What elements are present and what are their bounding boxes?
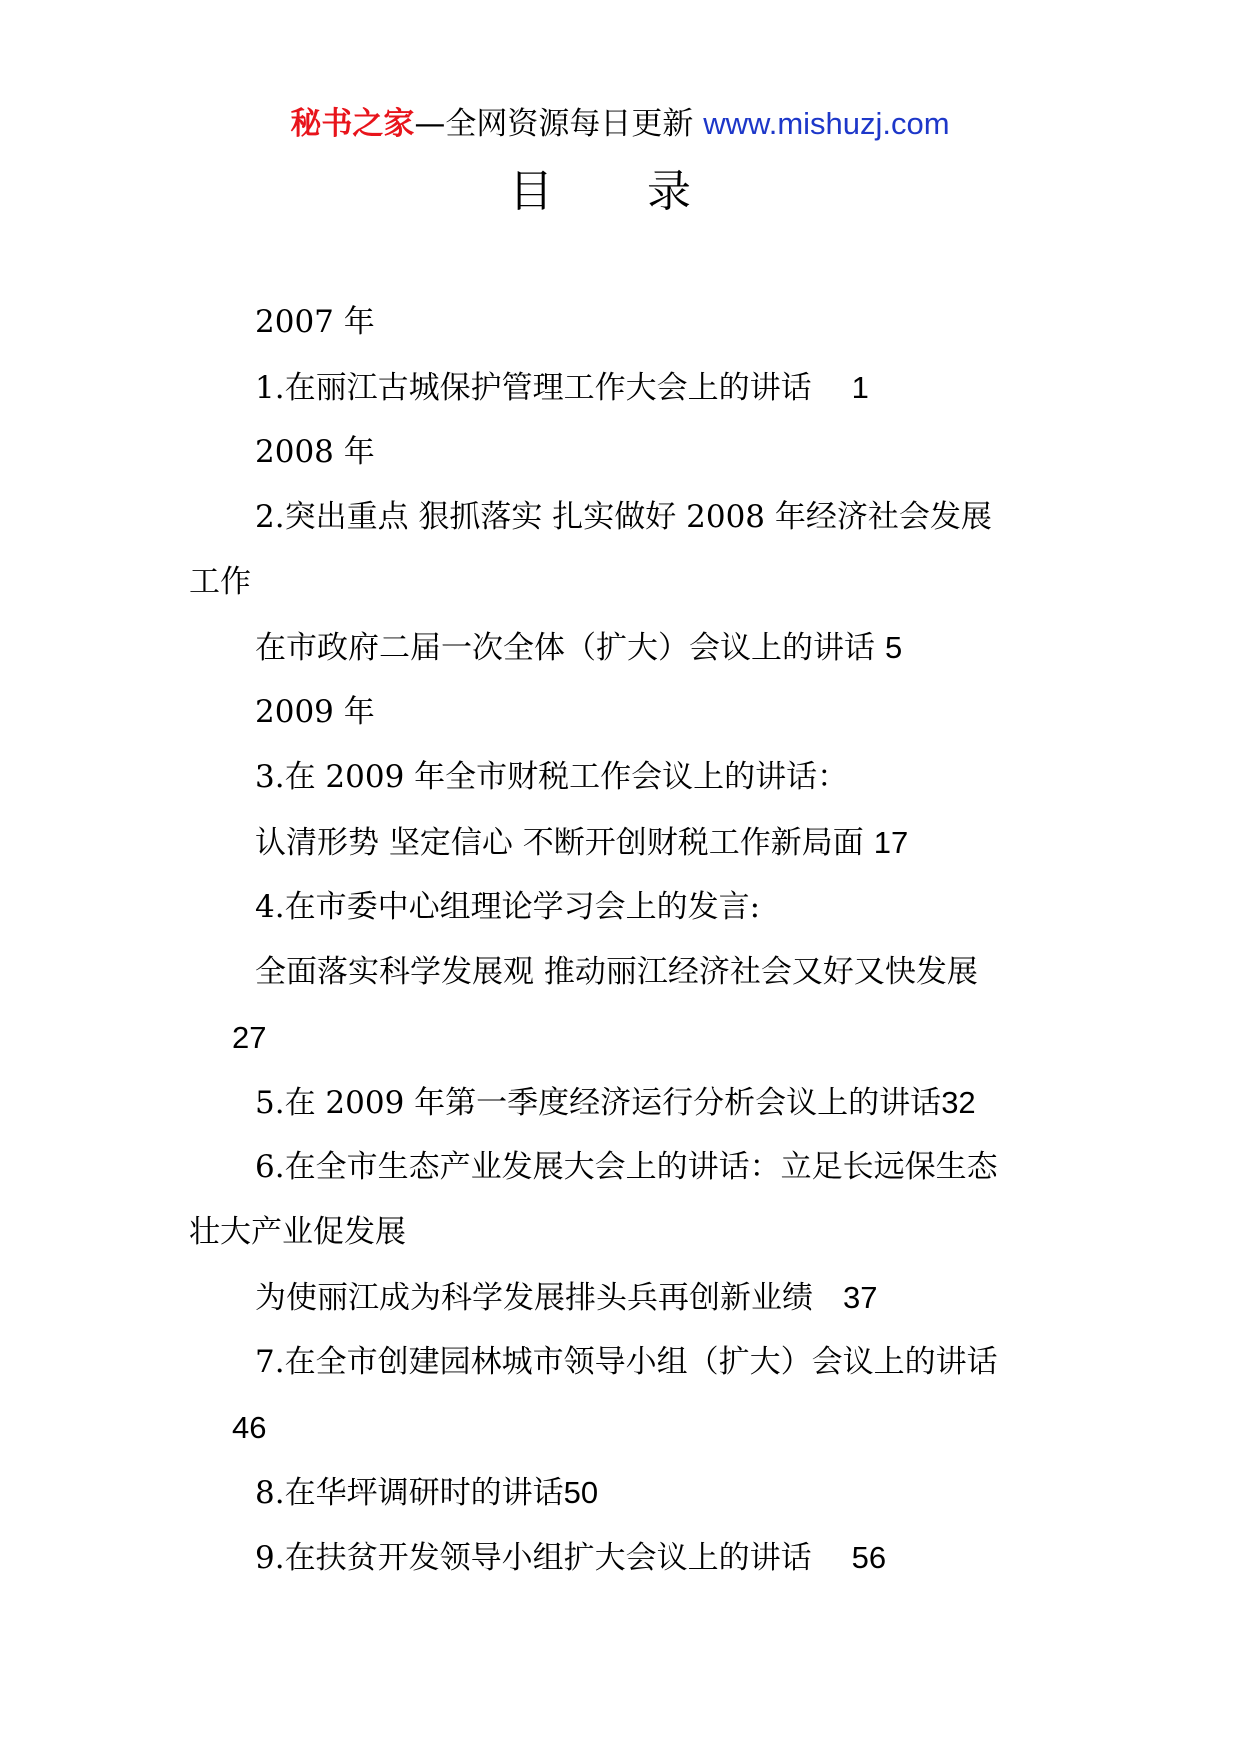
toc-entry-8[interactable]: 8.在华坪调研时的讲话50 bbox=[255, 1475, 599, 1511]
toc-entry-2-sub[interactable]: 在市政府二届一次全体（扩大）会议上的讲话 5 bbox=[255, 630, 903, 666]
toc-entry-4-sub[interactable]: 全面落实科学发展观 推动丽江经济社会又好又快发展 bbox=[255, 954, 978, 990]
toc-page-number: 5 bbox=[885, 630, 903, 665]
toc-entry-5[interactable]: 5.在 2009 年第一季度经济运行分析会议上的讲话32 bbox=[255, 1085, 976, 1121]
toc-entry-9[interactable]: 9.在扶贫开发领导小组扩大会议上的讲话 56 bbox=[255, 1540, 887, 1576]
toc-entry-2[interactable]: 2.突出重点 狠抓落实 扎实做好 2008 年经济社会发展 bbox=[255, 499, 992, 535]
toc-page-number: 17 bbox=[873, 825, 909, 860]
toc-page-number: 50 bbox=[563, 1475, 599, 1510]
toc-page-number: 56 bbox=[851, 1540, 887, 1575]
toc-entry-3[interactable]: 3.在 2009 年全市财税工作会议上的讲话： bbox=[255, 759, 849, 795]
brand-name: 秘书之家 bbox=[290, 106, 415, 142]
header-tagline: —全网资源每日更新 bbox=[414, 106, 694, 142]
toc-entry-6-sub[interactable]: 为使丽江成为科学发展排头兵再创新业绩 37 bbox=[255, 1280, 878, 1316]
toc-entry-3-sub[interactable]: 认清形势 坚定信心 不断开创财税工作新局面 17 bbox=[255, 825, 909, 861]
toc-entry-6-cont[interactable]: 壮大产业促发展 bbox=[189, 1214, 406, 1250]
toc-page-number: 37 bbox=[843, 1280, 878, 1315]
toc-entry-1[interactable]: 1.在丽江古城保护管理工作大会上的讲话 1 bbox=[255, 370, 869, 406]
page-title: 目 录 bbox=[509, 166, 731, 217]
table-of-contents bbox=[189, 290, 1059, 1590]
toc-page-number: 1 bbox=[851, 370, 869, 405]
toc-entry-2-cont[interactable]: 工作 bbox=[189, 564, 251, 600]
toc-entry-6[interactable]: 6.在全市生态产业发展大会上的讲话：立足长远保生态 bbox=[255, 1149, 998, 1185]
site-url[interactable]: www.mishuzj.com bbox=[703, 106, 950, 141]
toc-entry-4[interactable]: 4.在市委中心组理论学习会上的发言: bbox=[255, 889, 761, 925]
site-header bbox=[0, 100, 1240, 148]
toc-year-2008: 2008 年 bbox=[255, 434, 375, 470]
toc-entry-7[interactable]: 7.在全市创建园林城市领导小组（扩大）会议上的讲话 bbox=[255, 1344, 998, 1380]
toc-year-2009: 2009 年 bbox=[255, 694, 375, 730]
toc-year-2007: 2007 年 bbox=[255, 304, 375, 340]
toc-entry-4-page[interactable] bbox=[189, 1005, 1059, 1070]
toc-page-number: 46 bbox=[232, 1410, 267, 1445]
toc-entry-7-page[interactable] bbox=[189, 1395, 1059, 1460]
toc-page-number: 32 bbox=[941, 1085, 976, 1120]
toc-page-number: 27 bbox=[232, 1020, 267, 1055]
